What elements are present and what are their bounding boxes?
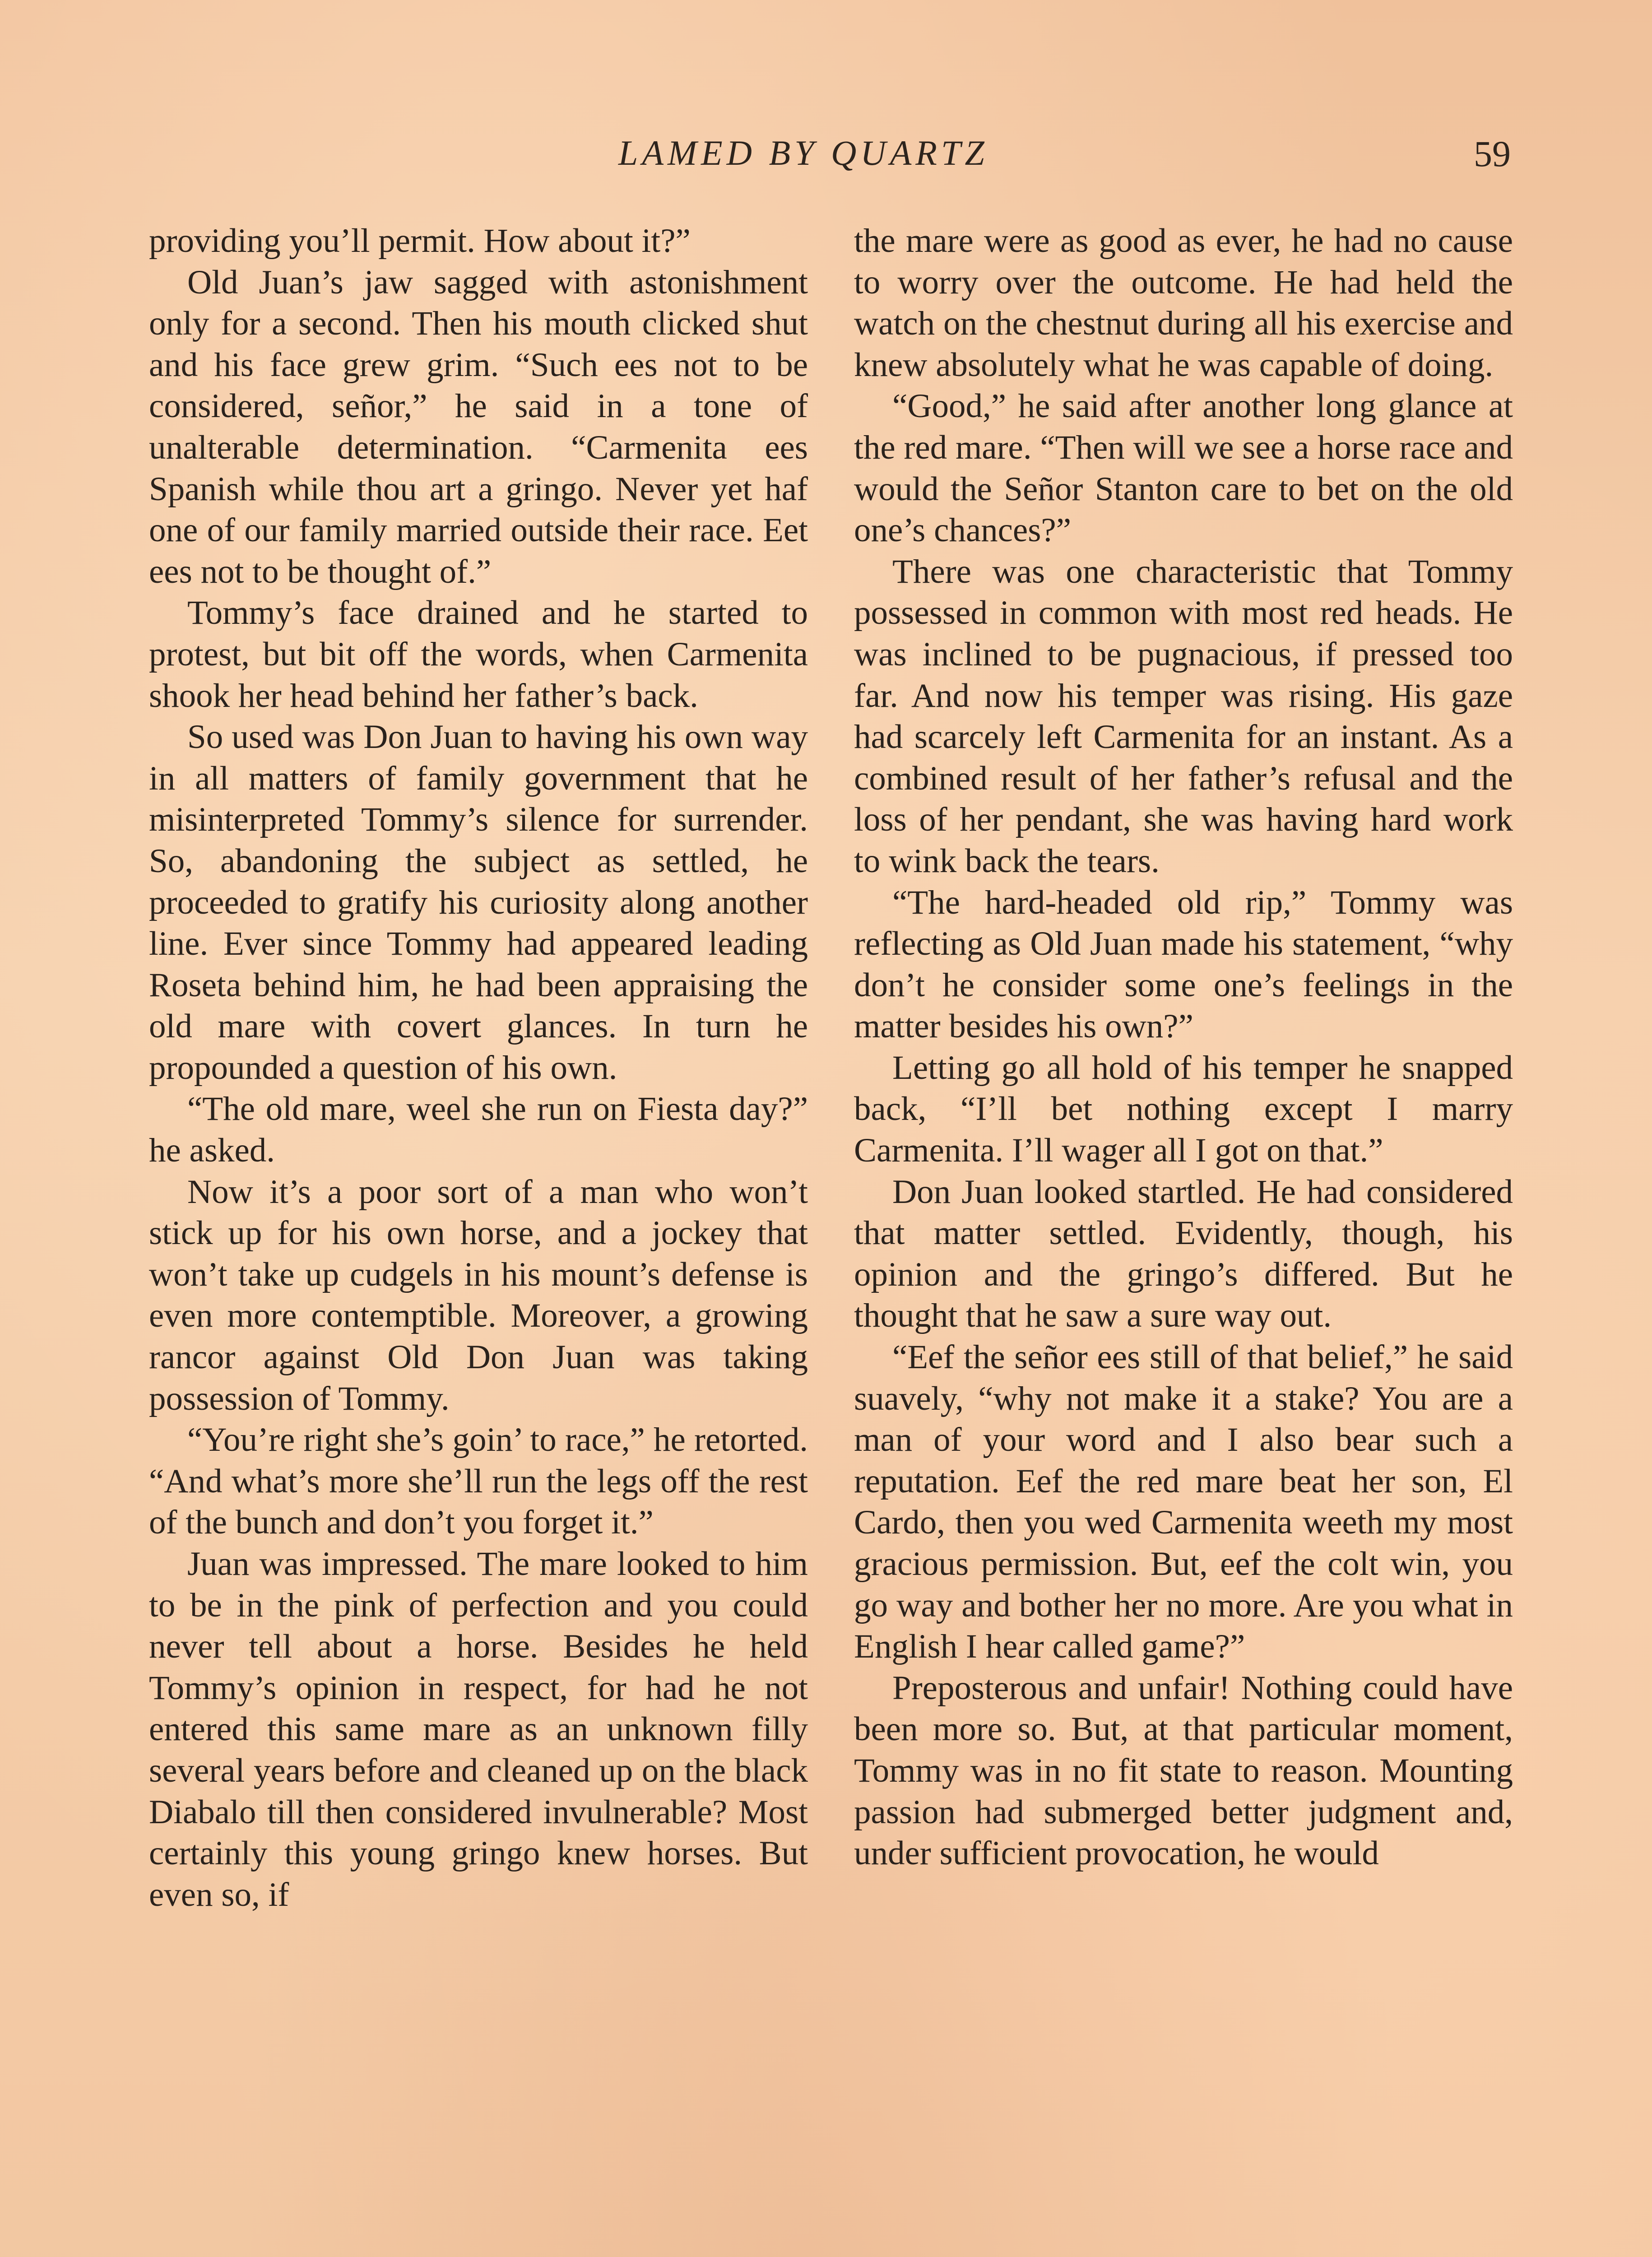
- paragraph: Preposterous and unfair! Nothing could have been more so. But, at that particular moment, Tommy was in no fit state to reason. Mounting passion had submerged better judgment and, under sufficient provocation, he would: [854, 1669, 1513, 1872]
- paragraph: Now it’s a poor sort of a man who won’t stick up for his own horse, and a jockey that won’t take up cudgels in his mount’s defense is even more contemptible. Moreover, a growing rancor against Old Don Juan was taking possession of Tommy.: [149, 1173, 808, 1417]
- paragraph: “Good,” he said after another long glance at the red mare. “Then will we see a horse race and would the Señor Stanton care to bet on the old one’s chances?”: [854, 387, 1513, 549]
- paragraph: Juan was impressed. The mare looked to him to be in the pink of perfection and you could never tell about a horse. Besides he held Tommy’s opinion in respect, for had he not entered this same mare as an unknown filly several years before and cleaned up on the black Diabalo till then considered invulnerable? Most certainly this young gringo knew horses. But even so, if: [149, 1545, 808, 1913]
- paragraph: “You’re right she’s goin’ to race,” he retorted. “And what’s more she’ll run the legs off the rest of the bunch and don’t you forget it.”: [149, 1421, 808, 1542]
- paragraph: “The hard-headed old rip,” Tommy was reflecting as Old Juan made his statement, “why don’t he consider some one’s feelings in the matter besides his own?”: [854, 883, 1513, 1045]
- paragraph: Old Juan’s jaw sagged with astonishment only for a second. Then his mouth clicked shut and his face grew grim. “Such ees not to be considered, señor,” he said in a tone of unalterable determination. “Carmenita ees Spanish while thou art a gringo. Never yet haf one of our family married outside their race. Eet ees not to be thought of.”: [149, 263, 808, 590]
- paragraph: “Eef the señor ees still of that belief,” he said suavely, “why not make it a stake? You are a man of your word and I also bear such a reputation. Eef the red mare beat her son, El Cardo, then you wed Carmenita weeth my most gracious permission. But, eef the colt win, you go way and bother her no more. Are you what in English I hear called game?”: [854, 1338, 1513, 1666]
- paragraph: There was one characteristic that Tommy possessed in common with most red heads. He was inclined to be pugnacious, if pressed too far. And now his temper was rising. His gaze had scarcely left Carmenita for an instant. As a combined result of her father’s refusal and the loss of her pendant, she was having hard work to wink back the tears.: [854, 553, 1513, 880]
- paragraph: the mare were as good as ever, he had no cause to worry over the outcome. He had held the watch on the chestnut during all his exercise and knew absolutely what he was capable of doing.: [854, 222, 1513, 384]
- running-title: LAMED BY QUARTZ: [618, 133, 988, 172]
- left-text-column: [149, 220, 808, 1915]
- page-number: 59: [1474, 133, 1511, 174]
- paragraph: providing you’ll permit. How about it?”: [149, 222, 691, 260]
- paragraph: Tommy’s face drained and he started to protest, but bit off the words, when Carmenita shook her head behind her father’s back.: [149, 594, 808, 715]
- paragraph: “The old mare, weel she run on Fiesta day?” he asked.: [149, 1090, 808, 1170]
- paragraph: So used was Don Juan to having his own way in all matters of family government that he misinterpreted Tommy’s silence for surrender. So, abandoning the subject as settled, he proceeded to gratify his curiosity along another line. Ever since Tommy had appeared leading Roseta behind him, he had been appraising the old mare with covert glances. In turn he propounded a question of his own.: [149, 718, 808, 1087]
- paragraph: Don Juan looked startled. He had considered that matter settled. Evidently, though, his opinion and the gringo’s differed. But he thought that he saw a sure way out.: [854, 1173, 1513, 1335]
- paragraph: Letting go all hold of his temper he snapped back, “I’ll bet nothing except I marry Carmenita. I’ll wager all I got on that.”: [854, 1049, 1513, 1170]
- right-text-column: [854, 220, 1513, 1874]
